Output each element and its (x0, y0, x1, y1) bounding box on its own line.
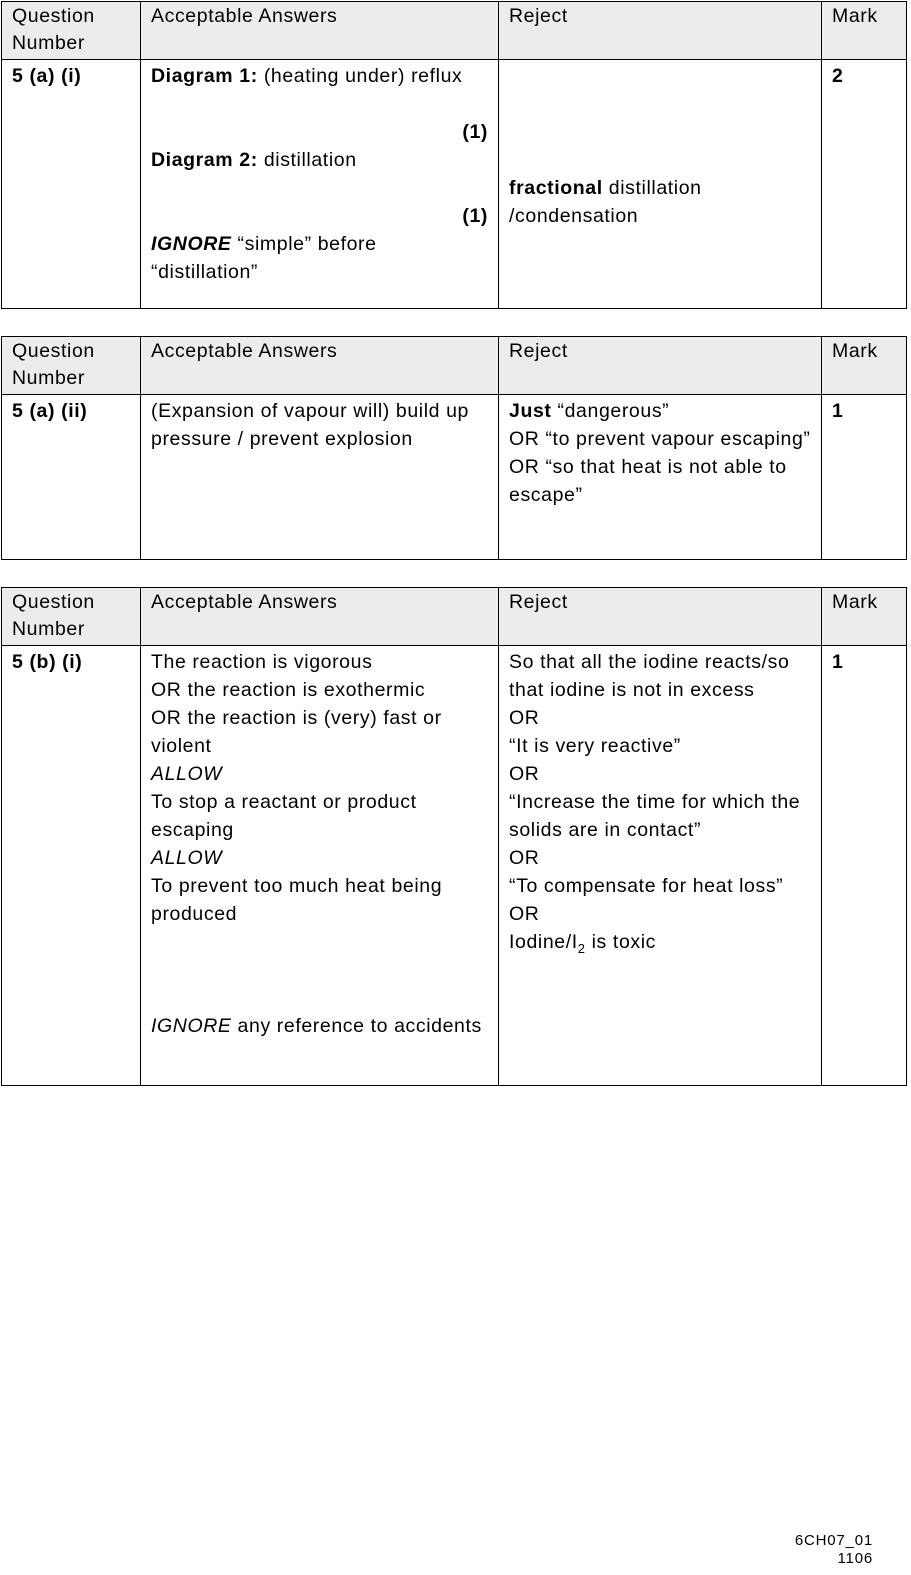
diagram-2-label: Diagram 2: (151, 149, 258, 171)
diagram-2-answer: distillation (257, 149, 357, 171)
reject-text: OR “so that heat is not able to escape” (509, 456, 787, 506)
header-mark: Mark (822, 337, 907, 395)
question-number: 5 (b) (i) (2, 646, 141, 1086)
header-reject: Reject (499, 588, 822, 646)
answer-row (2, 395, 907, 560)
ignore-label: IGNORE (151, 1015, 232, 1037)
reject-text: distillation /condensation (509, 177, 702, 227)
mark-value: 2 (822, 60, 907, 309)
header-reject: Reject (499, 2, 822, 60)
header-mark: Mark (822, 2, 907, 60)
answer-row (2, 60, 907, 309)
markscheme-table-5aii (1, 336, 907, 560)
answer-text: OR the reaction is exothermic (151, 679, 426, 701)
reject-bold: Just (509, 400, 552, 422)
answer-text: OR the reaction is (very) fast or violent (151, 707, 442, 757)
mark-value: 1 (822, 395, 907, 560)
or-label: OR (509, 763, 540, 785)
markscheme-table-5bi (1, 587, 907, 1086)
diagram-1-answer: (heating under) reflux (257, 65, 463, 87)
answer-text: To prevent too much heat being produced (151, 875, 443, 925)
acceptable-answers-cell (141, 60, 499, 309)
reject-cell (499, 395, 822, 560)
reject-text: “It is very reactive” (509, 735, 681, 757)
allow-label: ALLOW (151, 847, 223, 869)
mark-allocation: (1) (462, 121, 488, 143)
answer-row (2, 646, 907, 1086)
ignore-label: IGNORE (151, 233, 232, 255)
header-question-number: Question Number (2, 588, 141, 646)
header-acceptable-answers: Acceptable Answers (141, 2, 499, 60)
diagram-1-label: Diagram 1: (151, 65, 258, 87)
or-label: OR (509, 903, 540, 925)
ignore-text: “simple” before “distillation” (151, 233, 377, 283)
or-label: OR (509, 847, 540, 869)
header-mark: Mark (822, 588, 907, 646)
mark-value: 1 (822, 646, 907, 1086)
ignore-text: any reference to accidents (231, 1015, 482, 1037)
footer-number: 1106 (837, 1550, 873, 1567)
markscheme-table-5ai (1, 1, 907, 309)
reject-text: OR “to prevent vapour escaping” (509, 428, 811, 450)
question-number: 5 (a) (i) (2, 60, 141, 309)
header-row (2, 337, 907, 395)
answer-text: To stop a reactant or product escaping (151, 791, 417, 841)
header-acceptable-answers: Acceptable Answers (141, 588, 499, 646)
paper-code: 6CH07_01 (794, 1532, 873, 1549)
answer-text: (Expansion of vapour will) build up pressure / prevent explosion (151, 400, 469, 450)
or-label: OR (509, 707, 540, 729)
reject-text: “Increase the time for which the solids are in contact” (509, 791, 801, 841)
reject-text (509, 928, 811, 956)
subscript: 2 (577, 940, 586, 956)
acceptable-answers-cell (141, 395, 499, 560)
header-question-number: Question Number (2, 2, 141, 60)
allow-label: ALLOW (151, 763, 223, 785)
header-row (2, 588, 907, 646)
header-acceptable-answers: Acceptable Answers (141, 337, 499, 395)
header-row (2, 2, 907, 60)
reject-text: So that all the iodine reacts/so that iodine is not in excess (509, 651, 790, 701)
header-reject: Reject (499, 337, 822, 395)
page-footer (795, 1532, 873, 1568)
answer-text: The reaction is vigorous (151, 651, 373, 673)
reject-text: “dangerous” (551, 400, 670, 422)
question-number: 5 (a) (ii) (2, 395, 141, 560)
reject-cell (499, 60, 822, 309)
header-question-number: Question Number (2, 337, 141, 395)
reject-cell (499, 646, 822, 1086)
acceptable-answers-cell (141, 646, 499, 1086)
reject-text: “To compensate for heat loss” (509, 875, 784, 897)
reject-text-part: Iodine/I (509, 931, 578, 953)
reject-bold: fractional (509, 177, 603, 199)
mark-allocation: (1) (462, 205, 488, 227)
reject-text-part: is toxic (585, 931, 657, 953)
